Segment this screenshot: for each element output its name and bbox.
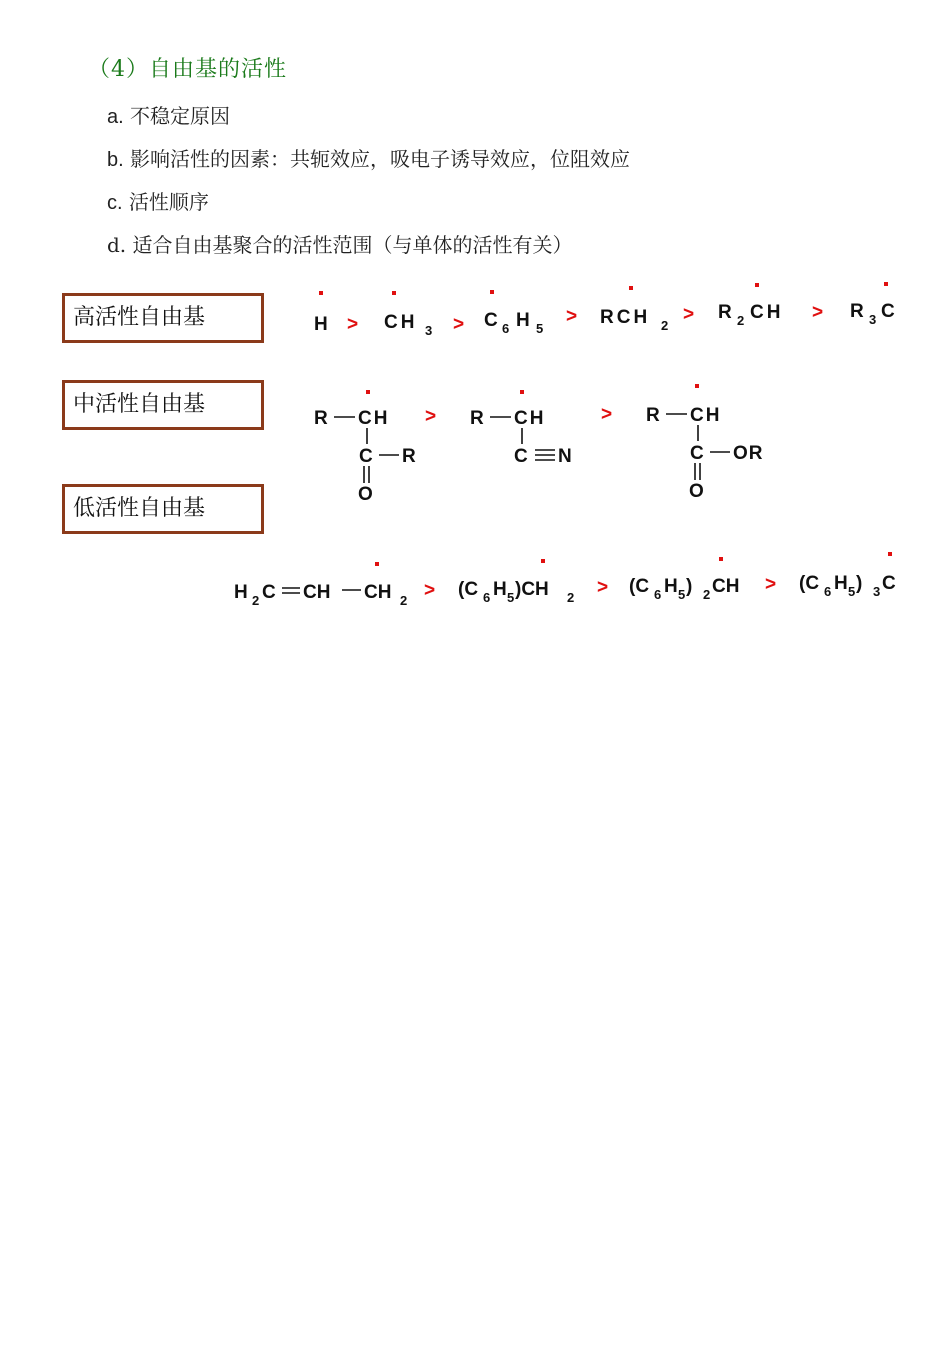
gt-sign: > bbox=[347, 314, 359, 335]
atom-r: R bbox=[646, 405, 660, 426]
gt-sign: > bbox=[453, 314, 465, 335]
part: ) bbox=[686, 576, 693, 597]
subscript: 5 bbox=[507, 590, 515, 605]
radical-dot bbox=[888, 552, 892, 556]
chemistry-figure bbox=[0, 0, 952, 660]
radical-dot bbox=[719, 557, 723, 561]
gt-sign: > bbox=[601, 404, 613, 425]
medium-series bbox=[314, 384, 764, 505]
item-label: b. bbox=[107, 149, 124, 171]
item-label: c. bbox=[107, 192, 123, 214]
part: (C bbox=[458, 579, 479, 600]
atom-ch: CH bbox=[690, 405, 722, 426]
gt-sign: > bbox=[424, 580, 436, 601]
atom-ch: CH bbox=[303, 582, 331, 603]
item-label: a. bbox=[107, 106, 124, 128]
radical-dot bbox=[695, 384, 699, 388]
formula-h: H bbox=[516, 310, 530, 331]
atom-r: R bbox=[470, 408, 484, 429]
subscript: 2 bbox=[252, 593, 260, 608]
subscript: 6 bbox=[824, 584, 832, 599]
radical-dot bbox=[375, 562, 379, 566]
part: (C bbox=[799, 573, 820, 594]
radical-dot bbox=[755, 283, 759, 287]
formula-c: C bbox=[484, 310, 498, 331]
formula-rch2: RCH bbox=[600, 307, 651, 328]
structure-nitrile-radical bbox=[470, 390, 572, 467]
gt-sign: > bbox=[566, 306, 578, 327]
formula-c: C bbox=[881, 301, 895, 322]
gt-sign: > bbox=[812, 302, 824, 323]
subscript: 6 bbox=[483, 590, 491, 605]
radical-dot bbox=[884, 282, 888, 286]
atom-ch: CH bbox=[364, 582, 392, 603]
subscript: 2 bbox=[567, 590, 575, 605]
atom-c: C bbox=[359, 446, 373, 467]
radical-dot bbox=[392, 291, 396, 295]
high-series bbox=[314, 282, 895, 338]
structure-ester-radical bbox=[646, 384, 764, 502]
subscript: 2 bbox=[737, 313, 745, 328]
item-text: 不稳定原因 bbox=[123, 104, 231, 128]
radical-dot bbox=[366, 390, 370, 394]
subscript: 5 bbox=[536, 321, 544, 336]
gt-sign: > bbox=[765, 574, 777, 595]
atom-or: OR bbox=[733, 443, 764, 464]
atom-o: O bbox=[358, 484, 373, 505]
atom-c: C bbox=[262, 582, 276, 603]
formula-h: H bbox=[314, 314, 328, 335]
formula-ch: CH bbox=[750, 302, 784, 323]
section-heading: （4）自由基的活性 bbox=[88, 57, 287, 82]
radical-dot bbox=[520, 390, 524, 394]
atom-r: R bbox=[314, 408, 328, 429]
part: )CH bbox=[515, 579, 549, 600]
structure-ketone-radical bbox=[314, 390, 416, 505]
formula-allyl bbox=[234, 562, 407, 608]
item-label: d. bbox=[107, 233, 127, 257]
formula-r: R bbox=[718, 302, 732, 323]
part: H bbox=[664, 576, 678, 597]
subscript: 3 bbox=[869, 312, 877, 327]
radical-dot bbox=[629, 286, 633, 290]
high-activity-box: 高活性自由基 bbox=[62, 293, 264, 343]
subscript: 6 bbox=[654, 587, 662, 602]
part: CH bbox=[712, 576, 740, 597]
radical-dot bbox=[541, 559, 545, 563]
formula-triphenylmethyl bbox=[799, 552, 896, 599]
subscript: 3 bbox=[873, 584, 881, 599]
atom-r: R bbox=[402, 446, 416, 467]
part: (C bbox=[629, 576, 650, 597]
subscript: 5 bbox=[678, 587, 686, 602]
formula-r: R bbox=[850, 301, 864, 322]
formula-diphenylmethyl bbox=[629, 557, 739, 602]
radical-dot bbox=[490, 290, 494, 294]
medium-activity-box: 中活性自由基 bbox=[62, 380, 264, 430]
low-activity-box: 低活性自由基 bbox=[62, 484, 264, 534]
item-text: 适合自由基聚合的活性范围（与单体的活性有关） bbox=[126, 233, 573, 257]
subscript: 5 bbox=[848, 584, 856, 599]
atom-ch: CH bbox=[358, 408, 390, 429]
subscript: 3 bbox=[425, 323, 433, 338]
atom-c: C bbox=[514, 446, 528, 467]
atom-c: C bbox=[690, 443, 704, 464]
item-text: 活性顺序 bbox=[122, 190, 209, 214]
part: ) bbox=[856, 573, 863, 594]
atom-h: H bbox=[234, 582, 248, 603]
atom-o: O bbox=[689, 481, 704, 502]
formula-benzyl bbox=[458, 559, 574, 605]
formula-ch3: CH bbox=[384, 312, 418, 333]
atom-ch: CH bbox=[514, 408, 546, 429]
item-text: 影响活性的因素：共轭效应，吸电子诱导效应，位阻效应 bbox=[123, 147, 631, 171]
gt-sign: > bbox=[683, 304, 695, 325]
gt-sign: > bbox=[425, 406, 437, 427]
low-series bbox=[234, 552, 896, 608]
part: H bbox=[834, 573, 848, 594]
part: H bbox=[493, 579, 507, 600]
radical-dot bbox=[319, 291, 323, 295]
atom-n: N bbox=[558, 446, 572, 467]
part: C bbox=[882, 573, 896, 594]
gt-sign: > bbox=[597, 577, 609, 598]
subscript: 6 bbox=[502, 321, 510, 336]
subscript: 2 bbox=[661, 318, 669, 333]
subscript: 2 bbox=[703, 587, 711, 602]
subscript: 2 bbox=[400, 593, 408, 608]
